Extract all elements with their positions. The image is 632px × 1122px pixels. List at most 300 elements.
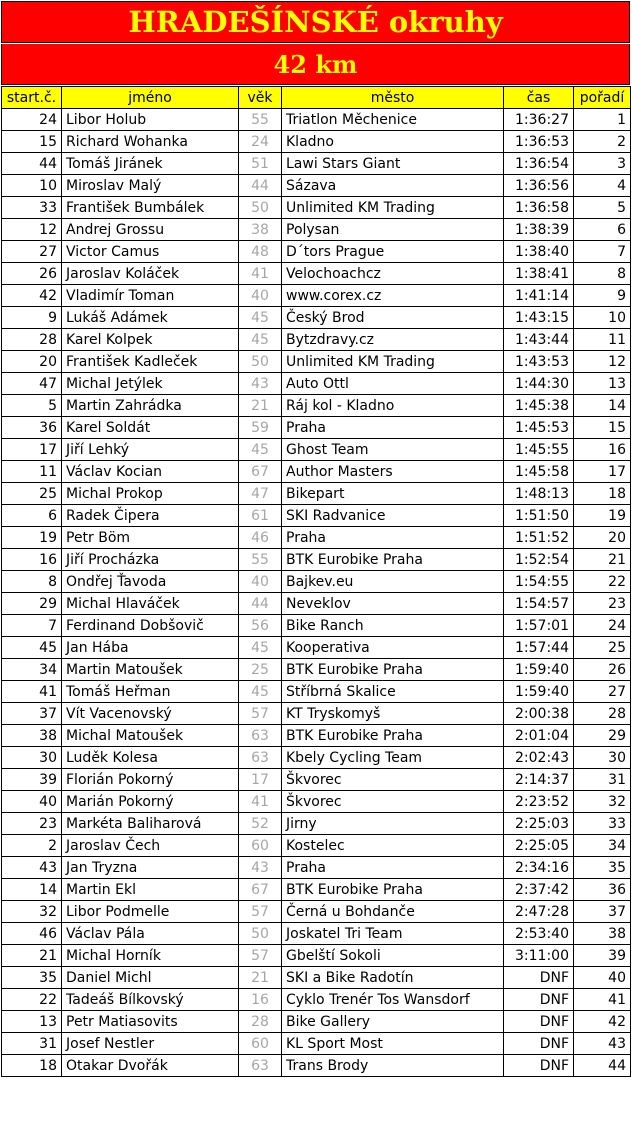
rank-cell: 3	[574, 153, 631, 175]
table-row	[2, 549, 631, 571]
column-header-time: čas	[504, 87, 574, 109]
rank-cell: 32	[574, 791, 631, 813]
city-cell: Bajkev.eu	[282, 571, 504, 593]
age-cell: 41	[239, 263, 282, 285]
age-cell: 45	[239, 307, 282, 329]
time-cell: 1:43:53	[504, 351, 574, 373]
rank-cell: 17	[574, 461, 631, 483]
time-cell: 2:01:04	[504, 725, 574, 747]
table-row	[2, 417, 631, 439]
city-cell: Unlimited KM Trading	[282, 351, 504, 373]
table-row	[2, 923, 631, 945]
city-cell: BTK Eurobike Praha	[282, 879, 504, 901]
column-header-name: jméno	[62, 87, 239, 109]
name-cell: Petr Matiasovits	[62, 1011, 239, 1033]
age-cell: 45	[239, 329, 282, 351]
time-cell: 1:44:30	[504, 373, 574, 395]
start-number-cell: 9	[2, 307, 62, 329]
header-row	[2, 87, 631, 109]
time-cell: 1:59:40	[504, 659, 574, 681]
age-cell: 21	[239, 395, 282, 417]
age-cell: 50	[239, 351, 282, 373]
start-number-cell: 6	[2, 505, 62, 527]
age-cell: 56	[239, 615, 282, 637]
table-row	[2, 659, 631, 681]
age-cell: 63	[239, 1055, 282, 1077]
time-cell: 2:53:40	[504, 923, 574, 945]
city-cell: BTK Eurobike Praha	[282, 659, 504, 681]
age-cell: 57	[239, 703, 282, 725]
start-number-cell: 2	[2, 835, 62, 857]
name-cell: Miroslav Malý	[62, 175, 239, 197]
rank-cell: 5	[574, 197, 631, 219]
name-cell: Jiří Procházka	[62, 549, 239, 571]
time-cell: 2:00:38	[504, 703, 574, 725]
rank-cell: 2	[574, 131, 631, 153]
name-cell: Marián Pokorný	[62, 791, 239, 813]
rank-cell: 41	[574, 989, 631, 1011]
time-cell: 1:52:54	[504, 549, 574, 571]
rank-cell: 22	[574, 571, 631, 593]
name-cell: Luděk Kolesa	[62, 747, 239, 769]
name-cell: Lukáš Adámek	[62, 307, 239, 329]
start-number-cell: 17	[2, 439, 62, 461]
time-cell: 1:51:52	[504, 527, 574, 549]
city-cell: Škvorec	[282, 769, 504, 791]
city-cell: Auto Ottl	[282, 373, 504, 395]
start-number-cell: 38	[2, 725, 62, 747]
time-cell: DNF	[504, 1033, 574, 1055]
age-cell: 28	[239, 1011, 282, 1033]
table-row	[2, 153, 631, 175]
name-cell: Michal Jetýlek	[62, 373, 239, 395]
column-header-city: město	[282, 87, 504, 109]
table-row	[2, 615, 631, 637]
city-cell: Praha	[282, 857, 504, 879]
rank-cell: 28	[574, 703, 631, 725]
name-cell: Victor Camus	[62, 241, 239, 263]
rank-cell: 38	[574, 923, 631, 945]
start-number-cell: 24	[2, 109, 62, 131]
rank-cell: 15	[574, 417, 631, 439]
city-cell: Trans Brody	[282, 1055, 504, 1077]
name-cell: Michal Prokop	[62, 483, 239, 505]
time-cell: 2:23:52	[504, 791, 574, 813]
age-cell: 63	[239, 725, 282, 747]
name-cell: František Bumbálek	[62, 197, 239, 219]
table-row	[2, 571, 631, 593]
start-number-cell: 39	[2, 769, 62, 791]
city-cell: Český Brod	[282, 307, 504, 329]
rank-cell: 7	[574, 241, 631, 263]
rank-cell: 40	[574, 967, 631, 989]
time-cell: 2:37:42	[504, 879, 574, 901]
table-row	[2, 351, 631, 373]
city-cell: Stříbrná Skalice	[282, 681, 504, 703]
start-number-cell: 15	[2, 131, 62, 153]
time-cell: 2:25:03	[504, 813, 574, 835]
name-cell: Tadeáš Bílkovský	[62, 989, 239, 1011]
start-number-cell: 32	[2, 901, 62, 923]
table-row	[2, 285, 631, 307]
city-cell: Bike Ranch	[282, 615, 504, 637]
table-row	[2, 725, 631, 747]
start-number-cell: 26	[2, 263, 62, 285]
city-cell: Praha	[282, 527, 504, 549]
start-number-cell: 21	[2, 945, 62, 967]
table-row	[2, 241, 631, 263]
rank-cell: 4	[574, 175, 631, 197]
city-cell: SKI a Bike Radotín	[282, 967, 504, 989]
city-cell: Polysan	[282, 219, 504, 241]
rank-cell: 9	[574, 285, 631, 307]
age-cell: 44	[239, 175, 282, 197]
time-cell: 1:36:54	[504, 153, 574, 175]
start-number-cell: 43	[2, 857, 62, 879]
city-cell: Kladno	[282, 131, 504, 153]
start-number-cell: 23	[2, 813, 62, 835]
table-row	[2, 879, 631, 901]
table-row	[2, 637, 631, 659]
rank-cell: 19	[574, 505, 631, 527]
start-number-cell: 20	[2, 351, 62, 373]
name-cell: Karel Kolpek	[62, 329, 239, 351]
rank-cell: 11	[574, 329, 631, 351]
age-cell: 67	[239, 461, 282, 483]
time-cell: 1:54:57	[504, 593, 574, 615]
city-cell: Bytzdravy.cz	[282, 329, 504, 351]
name-cell: Karel Soldát	[62, 417, 239, 439]
name-cell: Tomáš Heřman	[62, 681, 239, 703]
city-cell: www.corex.cz	[282, 285, 504, 307]
name-cell: Petr Böm	[62, 527, 239, 549]
table-row	[2, 967, 631, 989]
age-cell: 16	[239, 989, 282, 1011]
rank-cell: 36	[574, 879, 631, 901]
column-header-rank: pořadí	[574, 87, 631, 109]
age-cell: 43	[239, 857, 282, 879]
start-number-cell: 45	[2, 637, 62, 659]
name-cell: Otakar Dvořák	[62, 1055, 239, 1077]
table-row	[2, 835, 631, 857]
table-row	[2, 131, 631, 153]
rank-cell: 30	[574, 747, 631, 769]
city-cell: Jirny	[282, 813, 504, 835]
age-cell: 55	[239, 109, 282, 131]
name-cell: Michal Hlaváček	[62, 593, 239, 615]
city-cell: Ghost Team	[282, 439, 504, 461]
start-number-cell: 33	[2, 197, 62, 219]
city-cell: Bikepart	[282, 483, 504, 505]
table-row	[2, 395, 631, 417]
name-cell: Libor Podmelle	[62, 901, 239, 923]
name-cell: Tomáš Jiránek	[62, 153, 239, 175]
start-number-cell: 27	[2, 241, 62, 263]
name-cell: Václav Pála	[62, 923, 239, 945]
rank-cell: 23	[574, 593, 631, 615]
name-cell: Martin Matoušek	[62, 659, 239, 681]
time-cell: 1:36:56	[504, 175, 574, 197]
time-cell: 1:38:41	[504, 263, 574, 285]
table-row	[2, 703, 631, 725]
time-cell: 1:45:58	[504, 461, 574, 483]
age-cell: 45	[239, 637, 282, 659]
time-cell: 1:43:15	[504, 307, 574, 329]
city-cell: Unlimited KM Trading	[282, 197, 504, 219]
start-number-cell: 35	[2, 967, 62, 989]
name-cell: Martin Ekl	[62, 879, 239, 901]
rank-cell: 18	[574, 483, 631, 505]
results-body	[2, 109, 631, 1077]
age-cell: 21	[239, 967, 282, 989]
city-cell: Author Masters	[282, 461, 504, 483]
rank-cell: 39	[574, 945, 631, 967]
name-cell: Ondřej Ťavoda	[62, 571, 239, 593]
age-cell: 50	[239, 197, 282, 219]
start-number-cell: 7	[2, 615, 62, 637]
city-cell: Joskatel Tri Team	[282, 923, 504, 945]
age-cell: 48	[239, 241, 282, 263]
start-number-cell: 8	[2, 571, 62, 593]
name-cell: Richard Wohanka	[62, 131, 239, 153]
name-cell: Jaroslav Koláček	[62, 263, 239, 285]
table-row	[2, 461, 631, 483]
age-cell: 67	[239, 879, 282, 901]
rank-cell: 12	[574, 351, 631, 373]
start-number-cell: 47	[2, 373, 62, 395]
name-cell: Jiří Lehký	[62, 439, 239, 461]
rank-cell: 42	[574, 1011, 631, 1033]
start-number-cell: 25	[2, 483, 62, 505]
city-cell: Kooperativa	[282, 637, 504, 659]
name-cell: Florián Pokorný	[62, 769, 239, 791]
start-number-cell: 16	[2, 549, 62, 571]
time-cell: 1:36:58	[504, 197, 574, 219]
name-cell: Václav Kocian	[62, 461, 239, 483]
rank-cell: 37	[574, 901, 631, 923]
table-row	[2, 1033, 631, 1055]
rank-cell: 29	[574, 725, 631, 747]
city-cell: Neveklov	[282, 593, 504, 615]
name-cell: Andrej Grossu	[62, 219, 239, 241]
start-number-cell: 31	[2, 1033, 62, 1055]
age-cell: 17	[239, 769, 282, 791]
table-row	[2, 681, 631, 703]
rank-cell: 44	[574, 1055, 631, 1077]
city-cell: Bike Gallery	[282, 1011, 504, 1033]
rank-cell: 24	[574, 615, 631, 637]
age-cell: 50	[239, 923, 282, 945]
rank-cell: 34	[574, 835, 631, 857]
table-row	[2, 307, 631, 329]
name-cell: Jan Hába	[62, 637, 239, 659]
start-number-cell: 29	[2, 593, 62, 615]
age-cell: 40	[239, 571, 282, 593]
name-cell: Daniel Michl	[62, 967, 239, 989]
age-cell: 43	[239, 373, 282, 395]
city-cell: Sázava	[282, 175, 504, 197]
table-row	[2, 439, 631, 461]
time-cell: 1:54:55	[504, 571, 574, 593]
time-cell: DNF	[504, 967, 574, 989]
start-number-cell: 34	[2, 659, 62, 681]
table-row	[2, 989, 631, 1011]
rank-cell: 20	[574, 527, 631, 549]
table-row	[2, 747, 631, 769]
age-cell: 38	[239, 219, 282, 241]
time-cell: DNF	[504, 989, 574, 1011]
age-cell: 63	[239, 747, 282, 769]
start-number-cell: 5	[2, 395, 62, 417]
age-cell: 52	[239, 813, 282, 835]
column-header-start: start.č.	[2, 87, 62, 109]
age-cell: 40	[239, 285, 282, 307]
name-cell: Michal Matoušek	[62, 725, 239, 747]
city-cell: Škvorec	[282, 791, 504, 813]
age-cell: 51	[239, 153, 282, 175]
time-cell: 1:45:55	[504, 439, 574, 461]
name-cell: Jan Tryzna	[62, 857, 239, 879]
time-cell: 1:48:13	[504, 483, 574, 505]
name-cell: Ferdinand Dobšovič	[62, 615, 239, 637]
time-cell: 2:47:28	[504, 901, 574, 923]
time-cell: 2:34:16	[504, 857, 574, 879]
city-cell: Praha	[282, 417, 504, 439]
city-cell: Kostelec	[282, 835, 504, 857]
time-cell: DNF	[504, 1055, 574, 1077]
start-number-cell: 28	[2, 329, 62, 351]
table-row	[2, 527, 631, 549]
name-cell: Libor Holub	[62, 109, 239, 131]
time-cell: 2:14:37	[504, 769, 574, 791]
time-cell: 1:57:44	[504, 637, 574, 659]
city-cell: Cyklo Trenér Tos Wansdorf	[282, 989, 504, 1011]
age-cell: 55	[239, 549, 282, 571]
city-cell: BTK Eurobike Praha	[282, 725, 504, 747]
age-cell: 24	[239, 131, 282, 153]
rank-cell: 16	[574, 439, 631, 461]
table-row	[2, 769, 631, 791]
time-cell: 1:45:38	[504, 395, 574, 417]
age-cell: 41	[239, 791, 282, 813]
start-number-cell: 22	[2, 989, 62, 1011]
table-row	[2, 813, 631, 835]
city-cell: KL Sport Most	[282, 1033, 504, 1055]
time-cell: 1:59:40	[504, 681, 574, 703]
start-number-cell: 18	[2, 1055, 62, 1077]
start-number-cell: 14	[2, 879, 62, 901]
city-cell: D´tors Prague	[282, 241, 504, 263]
column-header-age: věk	[239, 87, 282, 109]
table-row	[2, 329, 631, 351]
table-row	[2, 1055, 631, 1077]
time-cell: 1:36:27	[504, 109, 574, 131]
table-row	[2, 483, 631, 505]
start-number-cell: 46	[2, 923, 62, 945]
table-row	[2, 109, 631, 131]
start-number-cell: 41	[2, 681, 62, 703]
city-cell: Černá u Bohdanče	[282, 901, 504, 923]
rank-cell: 33	[574, 813, 631, 835]
name-cell: Vladimír Toman	[62, 285, 239, 307]
age-cell: 59	[239, 417, 282, 439]
city-cell: Lawi Stars Giant	[282, 153, 504, 175]
rank-cell: 35	[574, 857, 631, 879]
city-cell: BTK Eurobike Praha	[282, 549, 504, 571]
start-number-cell: 10	[2, 175, 62, 197]
start-number-cell: 42	[2, 285, 62, 307]
rank-cell: 8	[574, 263, 631, 285]
rank-cell: 14	[574, 395, 631, 417]
name-cell: Radek Čipera	[62, 505, 239, 527]
page-title: HRADEŠÍNSKÉ okruhy	[1, 1, 630, 43]
age-cell: 45	[239, 439, 282, 461]
start-number-cell: 36	[2, 417, 62, 439]
start-number-cell: 40	[2, 791, 62, 813]
rank-cell: 21	[574, 549, 631, 571]
start-number-cell: 30	[2, 747, 62, 769]
start-number-cell: 13	[2, 1011, 62, 1033]
time-cell: DNF	[504, 1011, 574, 1033]
table-row	[2, 263, 631, 285]
time-cell: 1:45:53	[504, 417, 574, 439]
rank-cell: 31	[574, 769, 631, 791]
city-cell: Velochoachcz	[282, 263, 504, 285]
city-cell: KT Tryskomyš	[282, 703, 504, 725]
time-cell: 1:51:50	[504, 505, 574, 527]
age-cell: 60	[239, 835, 282, 857]
name-cell: Michal Horník	[62, 945, 239, 967]
rank-cell: 10	[574, 307, 631, 329]
rank-cell: 25	[574, 637, 631, 659]
table-row	[2, 945, 631, 967]
city-cell: Kbely Cycling Team	[282, 747, 504, 769]
table-row	[2, 175, 631, 197]
age-cell: 61	[239, 505, 282, 527]
start-number-cell: 12	[2, 219, 62, 241]
start-number-cell: 19	[2, 527, 62, 549]
rank-cell: 1	[574, 109, 631, 131]
age-cell: 46	[239, 527, 282, 549]
name-cell: Martin Zahrádka	[62, 395, 239, 417]
age-cell: 25	[239, 659, 282, 681]
table-row	[2, 1011, 631, 1033]
name-cell: Vít Vacenovský	[62, 703, 239, 725]
rank-cell: 6	[574, 219, 631, 241]
age-cell: 44	[239, 593, 282, 615]
time-cell: 2:02:43	[504, 747, 574, 769]
age-cell: 45	[239, 681, 282, 703]
time-cell: 1:36:53	[504, 131, 574, 153]
start-number-cell: 37	[2, 703, 62, 725]
table-row	[2, 373, 631, 395]
results-table	[1, 86, 631, 1077]
rank-cell: 43	[574, 1033, 631, 1055]
city-cell: Gbelští Sokoli	[282, 945, 504, 967]
city-cell: SKI Radvanice	[282, 505, 504, 527]
age-cell: 47	[239, 483, 282, 505]
table-row	[2, 197, 631, 219]
table-row	[2, 857, 631, 879]
time-cell: 1:43:44	[504, 329, 574, 351]
time-cell: 1:38:40	[504, 241, 574, 263]
table-row	[2, 593, 631, 615]
time-cell: 1:57:01	[504, 615, 574, 637]
age-cell: 57	[239, 901, 282, 923]
table-row	[2, 219, 631, 241]
start-number-cell: 11	[2, 461, 62, 483]
age-cell: 57	[239, 945, 282, 967]
